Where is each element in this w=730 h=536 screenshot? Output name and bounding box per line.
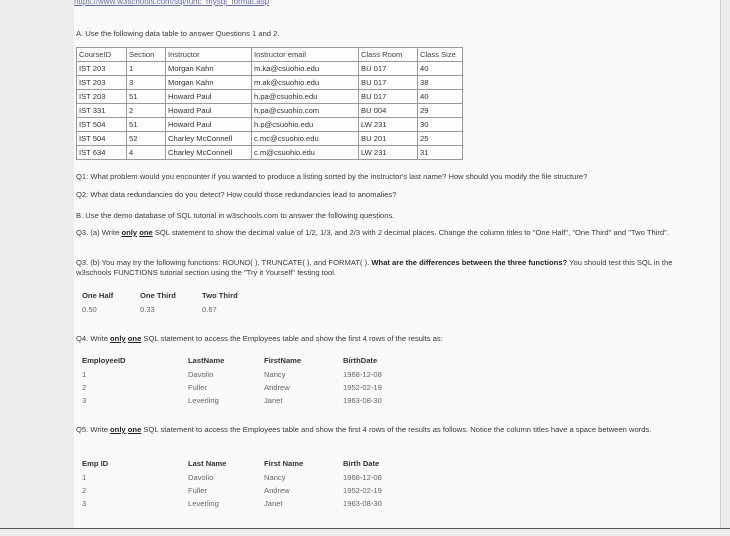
q5-one: one [127,425,142,434]
q3a-one: one [139,228,153,237]
result-cell: Davolio [188,473,214,482]
result-header-cell: One Third [140,291,176,300]
table-cell: Charley McConnell [166,132,252,146]
page-bottom-border [0,528,730,529]
table-cell: 25 [418,132,463,146]
result-header-cell: Two Third [202,291,238,300]
q3b-suffix: You should test this SQL in the w3schools FUNCTIONS tutorial section using the "Try it Yourself" testing tool. [76,258,673,277]
result-cell: Leverling [188,499,219,508]
result-header-cell: EmployeeID [82,356,126,365]
table-cell: 3 [127,76,166,90]
header-cell: Instructor [166,48,252,62]
table-cell: 29 [418,104,463,118]
table-cell: BU 201 [359,132,418,146]
q4-one: one [127,334,142,343]
header-cell: Section [127,48,166,62]
table-cell: IST 331 [77,104,127,118]
table-row [77,118,463,132]
result-row [82,497,413,510]
result-row [82,394,413,407]
result-cell: Fuller [188,486,207,495]
q5-result-table [82,457,413,510]
table-cell: Morgan Kahn [166,76,252,90]
result-cell: Janet [264,499,283,508]
result-cell: 3 [82,396,87,405]
section-a-instruction: A. Use the following data table to answer Questions 1 and 2. [76,29,280,38]
result-cell: Fuller [188,383,207,392]
table-cell: BU 017 [359,90,418,104]
result-cell: 3 [82,499,87,508]
table-cell: 51 [127,118,166,132]
table-cell: Morgan Kahn [166,62,252,76]
header-cell: Instructor email [252,48,359,62]
result-cell: 2 [82,486,87,495]
table-cell: c.m@csuohio.edu [252,146,359,160]
header-cell: CourseID [77,48,127,62]
table-cell: LW 231 [359,118,418,132]
result-header-cell: LastName [188,356,225,365]
result-row [82,368,413,381]
table-cell: BU 004 [359,104,418,118]
q3-result-table [82,289,262,316]
result-cell: Davolio [188,370,214,379]
result-header-cell: Birth Date [343,459,380,468]
table-cell: IST 634 [77,146,127,160]
table-row [77,76,463,90]
table-cell: IST 504 [77,118,127,132]
source-url-link[interactable]: https://www.w3schools.com/sql/func_mysql_format.asp [74,0,270,6]
result-row [82,381,413,394]
table-cell: h.pa@csuohio.edu [252,90,359,104]
question-4 [76,334,696,344]
result-cell: 1963-08-30 [343,499,382,508]
table-cell: Howard Paul [166,104,252,118]
table-cell: IST 504 [77,132,127,146]
q5-only: only [110,425,126,434]
q3b-emphasis: What are the differences between the three functions? [371,258,568,267]
table-cell: Howard Paul [166,90,252,104]
result-cell: 1968-12-08 [343,473,382,482]
result-cell: 1952-02-19 [343,486,382,495]
table-cell: LW 231 [359,146,418,160]
result-header-cell: BirthDate [343,356,378,365]
q4-suffix: SQL statement to access the Employees table and show the first 4 rows of the results as: [141,334,443,343]
table-cell: c.mc@csuohio.edu [252,132,359,146]
table-cell: IST 203 [77,62,127,76]
table-cell: Howard Paul [166,118,252,132]
table-cell: IST 203 [77,90,127,104]
result-cell: Nancy [264,473,286,482]
document-page [74,0,721,529]
table-cell: IST 203 [77,76,127,90]
result-cell: 1 [82,473,87,482]
table-cell: Charley McConnell [166,146,252,160]
table-cell: 4 [127,146,166,160]
table-row [77,132,463,146]
q3b-prefix: Q3. (b) You may try the following functions: ROUND( ), TRUNCATE( ), and FORMAT( ). [76,258,372,267]
result-header-cell: Emp ID [82,459,109,468]
q3a-suffix: SQL statement to show the decimal value of 1/2, 1/3, and 2/3 with 2 decimal places. Change the column titles to "One Half", "One Third" and "Two Third". [152,228,669,237]
result-header-row [82,289,262,303]
result-cell: 1968-12-08 [343,370,382,379]
table-cell: m.ka@csuohio.edu [252,62,359,76]
table-cell: m.ak@csuohio.edu [252,76,359,90]
result-cell: 0.33 [140,305,155,314]
result-row [82,471,413,484]
result-header-cell: FirstName [264,356,302,365]
result-header-cell: One Half [82,291,114,300]
table-header-row [77,48,463,62]
result-cell: Andrew [264,383,290,392]
result-cell: Leverling [188,396,219,405]
table-cell: BU 017 [359,62,418,76]
table-row [77,146,463,160]
table-row [77,90,463,104]
result-row [82,484,413,497]
q4-result-table [82,354,413,407]
table-row [77,62,463,76]
question-5 [76,425,686,435]
q3a-only: only [121,228,138,237]
result-cell: 2 [82,383,87,392]
result-cell: 1952-02-19 [343,383,382,392]
header-cell: Class Size [418,48,463,62]
result-header-cell: Last Name [188,459,227,468]
table-row [77,104,463,118]
result-cell: 0.50 [82,305,97,314]
result-cell: 1963-08-30 [343,396,382,405]
result-header-cell: First Name [264,459,304,468]
result-cell: Janet [264,396,283,405]
result-cell: 1 [82,370,87,379]
table-cell: 30 [418,118,463,132]
course-data-table [76,47,463,160]
question-2: Q2: What data redundancies do you detect? How could those redundancies lead to anomalies? [76,190,397,199]
table-cell: 51 [127,90,166,104]
q5-prefix: Q5. Write [76,425,111,434]
q4-prefix: Q4. Write [76,334,111,343]
result-cell: Nancy [264,370,286,379]
result-row [82,303,262,316]
q5-suffix: SQL statement to access the Employees table and show the first 4 rows of the results as follows. Notice the column titles have a space between words. [141,425,652,434]
table-cell: BU 017 [359,76,418,90]
q4-only: only [110,334,126,343]
table-cell: 2 [127,104,166,118]
header-cell: Class Room [359,48,418,62]
table-cell: h.p@csuohio.edu [252,118,359,132]
table-cell: 31 [418,146,463,160]
table-cell: 38 [418,76,463,90]
question-3b [76,258,686,278]
question-3a [76,228,696,238]
section-b-instruction: B. Use the demo database of SQL tutorial in w3schools.com to answer the following questions. [76,211,395,220]
table-cell: h.pa@csuohio.com [252,104,359,118]
result-cell: 0.67 [202,305,217,314]
q3a-prefix: Q3. (a) Write [76,228,122,237]
table-cell: 52 [127,132,166,146]
result-header-row [82,354,413,368]
result-header-row [82,457,413,471]
table-cell: 1 [127,62,166,76]
question-1: Q1: What problem would you encounter if you wanted to produce a listing sorted by the instructor's last name? How should you modify the file structure? [76,172,588,181]
result-cell: Andrew [264,486,290,495]
table-cell: 40 [418,90,463,104]
table-cell: 40 [418,62,463,76]
